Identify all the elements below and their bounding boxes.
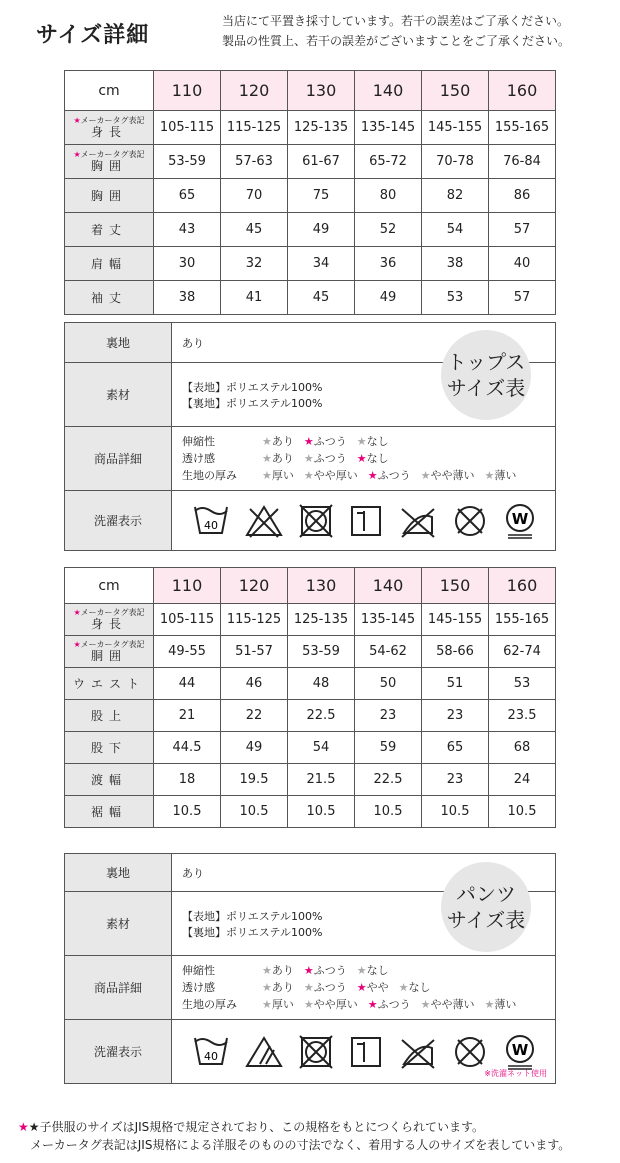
svg-text:W: W: [511, 509, 529, 528]
lining-label: 裏地: [65, 323, 172, 363]
size-header: 120: [221, 568, 288, 604]
rating-option: ★厚い: [262, 469, 294, 482]
row-label: [65, 732, 154, 764]
size-value: 68: [489, 732, 556, 764]
rating-option: ★ふつう: [303, 981, 347, 994]
row-label-text: 股上: [90, 708, 127, 723]
size-value: 40: [489, 247, 556, 281]
bubble-line: パンツ: [456, 882, 516, 906]
error-note: 製品の性質上、若干の誤差がございますことをご了承ください。: [222, 34, 571, 48]
size-value: 70: [221, 179, 288, 213]
rating-row: [182, 979, 555, 996]
size-value: 38: [154, 281, 221, 315]
star-icon: ★: [303, 998, 314, 1011]
size-value: 57: [489, 281, 556, 315]
size-value: 22.5: [355, 764, 422, 796]
rating-name: 透け感: [182, 452, 215, 465]
star-icon: ★: [420, 998, 431, 1011]
star-icon: ★: [398, 981, 409, 994]
maker-tag-note: ★メーカータグ表記: [73, 150, 145, 159]
drip-dry-icon: [348, 1034, 384, 1070]
rating-option: ★なし: [398, 981, 431, 994]
size-value: 155-165: [489, 111, 556, 145]
material-label: 素材: [65, 892, 172, 956]
size-value: 23: [422, 764, 489, 796]
size-header: 110: [154, 71, 221, 111]
size-value: 38: [422, 247, 489, 281]
row-label-text: 着丈: [90, 222, 127, 237]
size-value: 49-55: [154, 636, 221, 668]
material-line: 【裏地】ポリエステル100%: [182, 396, 323, 410]
size-value: 53: [489, 668, 556, 700]
size-value: 58-66: [422, 636, 489, 668]
star-icon: ★: [73, 608, 81, 617]
rating-option: ★やや: [356, 981, 389, 994]
size-value: 23: [422, 700, 489, 732]
svg-text:40: 40: [204, 1049, 218, 1063]
measurement-note: 当店にて平置き採寸しています。若干の誤差はご了承ください。: [222, 14, 570, 28]
tops-size-bubble: [441, 330, 531, 420]
row-label-text: 股下: [90, 740, 127, 755]
wash-label: 洗濯表示: [65, 491, 172, 551]
rating-option: ★薄い: [484, 998, 517, 1011]
fabric-details: [172, 956, 556, 1020]
rating-option: ★ふつう: [367, 469, 411, 482]
rating-option: ★やや薄い: [420, 998, 475, 1011]
size-value: 70-78: [422, 145, 489, 179]
maker-tag-note: ★メーカータグ表記: [73, 640, 145, 649]
row-label-text: 肩幅: [90, 256, 127, 271]
rating-option: ★ふつう: [367, 998, 411, 1011]
size-header: 120: [221, 71, 288, 111]
size-header: 130: [288, 71, 355, 111]
bubble-line: トップス: [446, 350, 526, 374]
size-value: 115-125: [221, 111, 288, 145]
wet-clean-icon: [502, 502, 538, 540]
size-value: 45: [221, 213, 288, 247]
size-value: 18: [154, 764, 221, 796]
rating-option: ★やや厚い: [303, 469, 358, 482]
size-value: 54-62: [355, 636, 422, 668]
size-value: 62-74: [489, 636, 556, 668]
rating-option: ★やや厚い: [303, 998, 358, 1011]
bleach-oxygen-icon: [244, 1034, 284, 1070]
star-icon: ★: [73, 640, 81, 649]
row-label-text: 胸囲: [90, 159, 127, 173]
size-value: 50: [355, 668, 422, 700]
size-value: 52: [355, 213, 422, 247]
size-value: 53: [422, 281, 489, 315]
rating-row: [182, 996, 555, 1013]
size-value: 32: [221, 247, 288, 281]
size-value: 10.5: [355, 796, 422, 828]
material-line: 【裏地】ポリエステル100%: [182, 925, 323, 939]
size-value: 51: [422, 668, 489, 700]
maker-tag-note: ★メーカータグ表記: [73, 116, 145, 125]
rating-option: ★なし: [356, 452, 389, 465]
page-title: サイズ詳細: [36, 23, 150, 48]
star-icon: ★: [356, 981, 367, 994]
size-value: 10.5: [489, 796, 556, 828]
size-value: 53-59: [288, 636, 355, 668]
no-iron-icon: [398, 1034, 438, 1070]
size-header: 140: [355, 568, 422, 604]
star-icon: ★: [262, 435, 272, 448]
size-header: 150: [422, 71, 489, 111]
rating-row: [182, 962, 555, 979]
size-header: 130: [288, 568, 355, 604]
size-value: 59: [355, 732, 422, 764]
rating-option: ★厚い: [262, 998, 294, 1011]
rating-option: ★あり: [262, 964, 294, 977]
size-value: 54: [422, 213, 489, 247]
no-tumble-dry-icon: [298, 503, 334, 539]
size-value: 19.5: [221, 764, 288, 796]
pants-size-table: [64, 567, 556, 828]
fabric-details: [172, 427, 556, 491]
star-icon: ★: [262, 964, 272, 977]
star-icon: ★: [303, 981, 314, 994]
rating-option: ★ふつう: [303, 964, 347, 977]
detail-label: 商品詳細: [65, 956, 172, 1020]
row-label: [65, 281, 154, 315]
care-symbols: [182, 502, 555, 540]
size-value: 135-145: [355, 604, 422, 636]
size-value: 22: [221, 700, 288, 732]
rating-option: ★ふつう: [303, 452, 347, 465]
svg-text:W: W: [511, 1040, 529, 1059]
star-icon: ★: [303, 964, 314, 977]
row-label: [65, 604, 154, 636]
row-label: [65, 179, 154, 213]
tops-size-table: [64, 70, 556, 315]
size-value: 125-135: [288, 111, 355, 145]
size-value: 34: [288, 247, 355, 281]
star-icon: ★: [262, 981, 272, 994]
rating-option: ★ふつう: [303, 435, 347, 448]
star-icon: ★: [262, 469, 272, 482]
pants-size-bubble: [441, 862, 531, 952]
wash-label: 洗濯表示: [65, 1020, 172, 1084]
wet-clean-icon: [502, 1033, 538, 1071]
size-value: 43: [154, 213, 221, 247]
size-value: 49: [221, 732, 288, 764]
rating-name: 透け感: [182, 981, 215, 994]
size-value: 115-125: [221, 604, 288, 636]
material-label: 素材: [65, 363, 172, 427]
size-value: 54: [288, 732, 355, 764]
row-label-text: ウエスト: [72, 676, 145, 691]
star-icon: ★: [303, 452, 314, 465]
row-label-text: 袖丈: [90, 290, 127, 305]
no-dry-clean-icon: [452, 503, 488, 539]
no-dry-clean-icon: [452, 1034, 488, 1070]
size-header: 140: [355, 71, 422, 111]
star-icon: ★: [484, 998, 495, 1011]
size-value: 23: [355, 700, 422, 732]
rating-option: ★なし: [356, 964, 389, 977]
size-value: 65: [422, 732, 489, 764]
size-value: 49: [355, 281, 422, 315]
size-value: 53-59: [154, 145, 221, 179]
size-value: 24: [489, 764, 556, 796]
material-line: 【表地】ポリエステル100%: [182, 380, 323, 394]
size-value: 22.5: [288, 700, 355, 732]
svg-text:40: 40: [204, 518, 218, 532]
size-value: 49: [288, 213, 355, 247]
size-value: 10.5: [154, 796, 221, 828]
size-value: 76-84: [489, 145, 556, 179]
size-header: 160: [489, 71, 556, 111]
size-value: 57-63: [221, 145, 288, 179]
size-value: 105-115: [154, 111, 221, 145]
unit-cell: cm: [65, 71, 154, 111]
size-value: 21.5: [288, 764, 355, 796]
size-value: 65: [154, 179, 221, 213]
row-label: [65, 700, 154, 732]
size-value: 23.5: [489, 700, 556, 732]
size-value: 145-155: [422, 604, 489, 636]
size-header: 160: [489, 568, 556, 604]
star-icon: ★: [303, 469, 314, 482]
size-value: 10.5: [288, 796, 355, 828]
drip-dry-icon: [348, 503, 384, 539]
row-label: [65, 247, 154, 281]
rating-name: 生地の厚み: [182, 469, 237, 482]
size-value: 44.5: [154, 732, 221, 764]
rating-row: [182, 467, 555, 484]
star-icon: ★: [356, 435, 367, 448]
size-value: 21: [154, 700, 221, 732]
size-value: 80: [355, 179, 422, 213]
rating-option: ★あり: [262, 452, 294, 465]
size-value: 57: [489, 213, 556, 247]
row-label: [65, 636, 154, 668]
material-line: 【表地】ポリエステル100%: [182, 909, 323, 923]
row-label: [65, 796, 154, 828]
row-label-text: 胸囲: [90, 188, 127, 203]
star-icon: ★: [262, 452, 272, 465]
footer-note: メーカータグ表記はJIS規格による洋服そのものの寸法でなく、着用する人のサイズを表しています。: [30, 1138, 571, 1152]
size-value: 51-57: [221, 636, 288, 668]
star-icon: ★: [356, 964, 367, 977]
bubble-line: サイズ表: [446, 376, 526, 400]
no-tumble-dry-icon: [298, 1034, 334, 1070]
size-value: 61-67: [288, 145, 355, 179]
size-value: 125-135: [288, 604, 355, 636]
bubble-line: サイズ表: [446, 908, 526, 932]
row-label-text: 渡幅: [90, 772, 127, 787]
star-icon: ★: [367, 469, 378, 482]
size-value: 75: [288, 179, 355, 213]
size-value: 82: [422, 179, 489, 213]
size-header: 150: [422, 568, 489, 604]
star-icon: ★: [356, 452, 367, 465]
row-label-text: 裾幅: [90, 804, 127, 819]
rating-option: ★薄い: [484, 469, 517, 482]
rating-option: ★なし: [356, 435, 389, 448]
size-value: 135-145: [355, 111, 422, 145]
size-value: 10.5: [422, 796, 489, 828]
size-value: 10.5: [221, 796, 288, 828]
star-icon: ★: [303, 435, 314, 448]
lining-value: あり: [172, 854, 556, 892]
star-icon: ★: [262, 998, 272, 1011]
no-bleach-icon: [244, 503, 284, 539]
star-icon: ★: [73, 150, 81, 159]
size-value: 36: [355, 247, 422, 281]
wash-40-icon: [192, 503, 230, 539]
rating-name: 生地の厚み: [182, 998, 237, 1011]
row-label: [65, 764, 154, 796]
unit-cell: cm: [65, 568, 154, 604]
laundry-net-note: ※洗濯ネット使用: [484, 1069, 547, 1078]
size-value: 41: [221, 281, 288, 315]
size-header: 110: [154, 568, 221, 604]
row-label: [65, 668, 154, 700]
size-value: 46: [221, 668, 288, 700]
no-iron-icon: [398, 503, 438, 539]
size-value: 155-165: [489, 604, 556, 636]
footer-line: ★子供服のサイズはJIS規格で規定されており、この規格をもとにつくられています。: [28, 1120, 485, 1134]
row-label-text: 身長: [90, 617, 127, 631]
footer-note: ★★子供服のサイズはJIS規格で規定されており、この規格をもとにつくられています。: [18, 1120, 485, 1134]
rating-option: ★あり: [262, 981, 294, 994]
detail-label: 商品詳細: [65, 427, 172, 491]
wash-40-icon: [192, 1034, 230, 1070]
star-icon: ★: [73, 116, 81, 125]
rating-option: ★やや薄い: [420, 469, 475, 482]
rating-name: 伸縮性: [182, 964, 215, 977]
rating-row: [182, 433, 555, 450]
size-value: 48: [288, 668, 355, 700]
rating-option: ★あり: [262, 435, 294, 448]
maker-tag-note: ★メーカータグ表記: [73, 608, 145, 617]
care-symbols: [182, 1033, 555, 1071]
star-icon: ★: [484, 469, 495, 482]
row-label: [65, 111, 154, 145]
rating-row: [182, 450, 555, 467]
size-value: 105-115: [154, 604, 221, 636]
row-label: [65, 213, 154, 247]
size-value: 44: [154, 668, 221, 700]
size-value: 45: [288, 281, 355, 315]
rating-name: 伸縮性: [182, 435, 215, 448]
row-label-text: 身長: [90, 125, 127, 139]
lining-value: あり: [172, 323, 556, 363]
size-value: 145-155: [422, 111, 489, 145]
row-label-text: 胴囲: [90, 649, 127, 663]
size-value: 30: [154, 247, 221, 281]
star-icon: ★: [420, 469, 431, 482]
size-value: 65-72: [355, 145, 422, 179]
size-value: 86: [489, 179, 556, 213]
row-label: [65, 145, 154, 179]
lining-label: 裏地: [65, 854, 172, 892]
star-icon: ★: [367, 998, 378, 1011]
